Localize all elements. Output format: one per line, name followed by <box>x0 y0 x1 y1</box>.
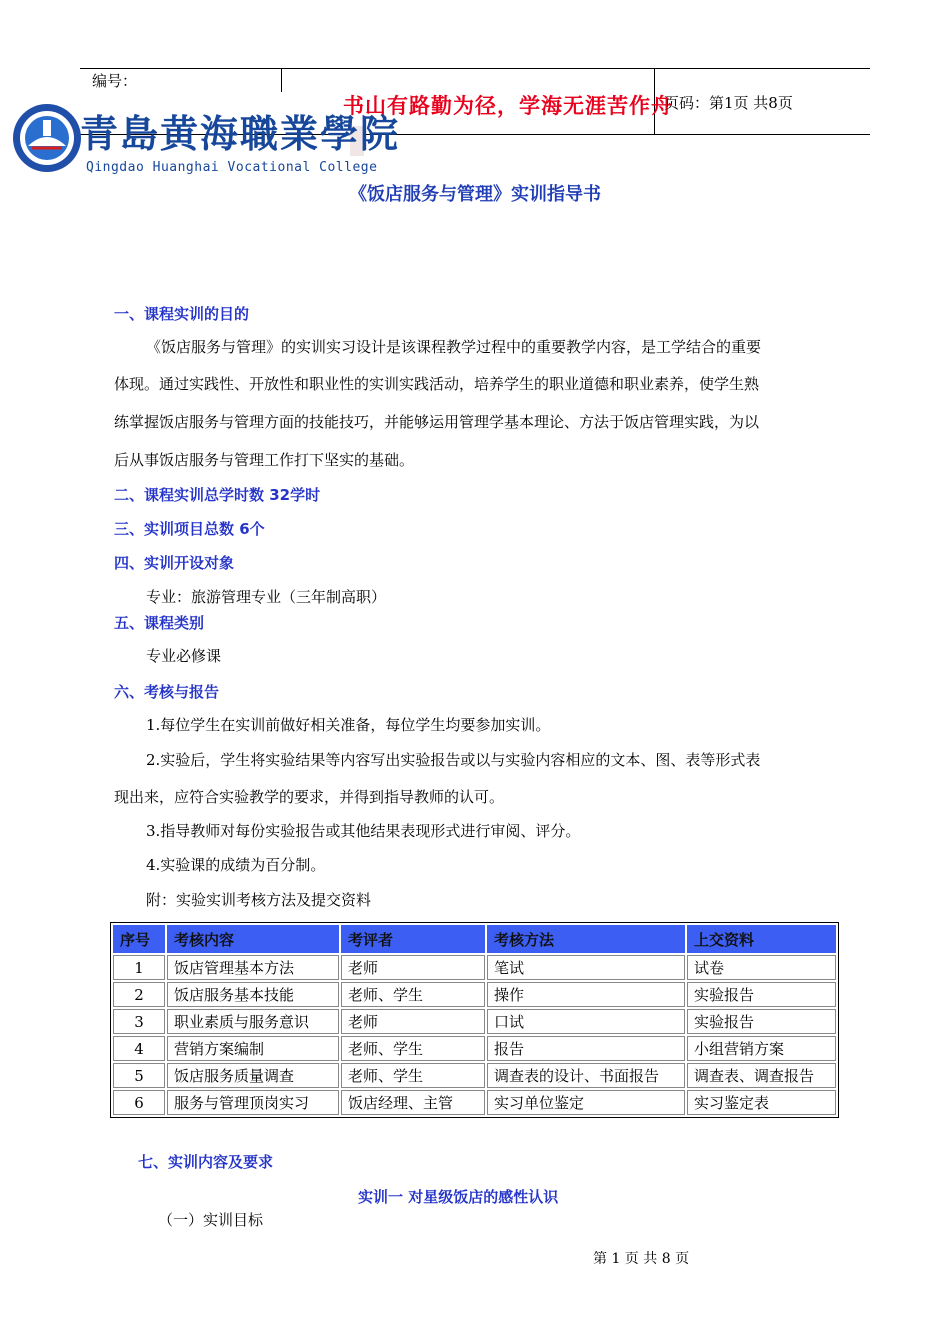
section-6-item-2-cont: 现出来，应符合实验教学的要求，并得到指导教师的认可。 <box>114 788 505 806</box>
document-number-label: 编号： <box>92 72 138 90</box>
table-row <box>113 982 836 1007</box>
cell-content: 服务与管理顶岗实习 <box>167 1090 339 1115</box>
college-emblem-icon <box>13 104 81 172</box>
cell-index: 6 <box>113 1090 165 1115</box>
cell-submission: 试卷 <box>687 955 836 980</box>
header-divider-left <box>281 68 282 92</box>
header-motto: 书山有路勤为径，学海无涯苦作舟 <box>343 93 673 118</box>
table-row <box>113 955 836 980</box>
section-4-heading: 四、实训开设对象 <box>114 554 235 572</box>
cell-index: 2 <box>113 982 165 1007</box>
cell-submission: 实验报告 <box>687 982 836 1007</box>
cell-method: 调查表的设计、书面报告 <box>487 1063 685 1088</box>
header-page-info: 页码：第1页 共8页 <box>664 94 793 112</box>
cell-evaluator: 老师 <box>341 1009 485 1034</box>
training-1-title: 实训一 对星级饭店的感性认识 <box>358 1188 559 1206</box>
section-1-line-1: 《饭店服务与管理》的实训实习设计是该课程教学过程中的重要教学内容，是工学结合的重要 <box>146 338 762 356</box>
cell-submission: 调查表、调查报告 <box>687 1063 836 1088</box>
section-6-appendix: 附：实验实训考核方法及提交资料 <box>146 891 372 909</box>
cell-method: 实习单位鉴定 <box>487 1090 685 1115</box>
section-2-heading: 二、课程实训总学时数 32学时 <box>114 486 321 504</box>
section-6-item-3: 3.指导教师对每份实验报告或其他结果表现形式进行审阅、评分。 <box>146 822 581 840</box>
cell-index: 1 <box>113 955 165 980</box>
col-header-index: 序号 <box>113 925 165 953</box>
table-row <box>113 1009 836 1034</box>
cell-index: 3 <box>113 1009 165 1034</box>
section-5-heading: 五、课程类别 <box>114 614 205 632</box>
page-footer: 第 1 页 共 8 页 <box>593 1251 690 1267</box>
section-3-heading: 三、实训项目总数 6个 <box>114 520 265 538</box>
training-1-subheading: （一）实训目标 <box>158 1211 264 1229</box>
cell-evaluator: 饭店经理、主管 <box>341 1090 485 1115</box>
cell-content: 饭店服务基本技能 <box>167 982 339 1007</box>
cell-index: 4 <box>113 1036 165 1061</box>
col-header-submission: 上交资料 <box>687 925 836 953</box>
table-row <box>113 1063 836 1088</box>
section-6-item-1: 1.每位学生在实训前做好相关准备，每位学生均要参加实训。 <box>146 716 551 734</box>
assessment-table <box>110 922 839 1118</box>
college-name-cn: 青島黄海職業學院 <box>80 111 401 156</box>
cell-method: 操作 <box>487 982 685 1007</box>
table-header-row <box>113 925 836 953</box>
cell-evaluator: 老师 <box>341 955 485 980</box>
section-6-item-4: 4.实验课的成绩为百分制。 <box>146 856 326 874</box>
section-5-body: 专业必修课 <box>146 647 222 665</box>
cell-evaluator: 老师、学生 <box>341 1036 485 1061</box>
cell-method: 笔试 <box>487 955 685 980</box>
section-7-heading: 七、实训内容及要求 <box>138 1153 274 1171</box>
cell-content: 饭店服务质量调查 <box>167 1063 339 1088</box>
cell-method: 报告 <box>487 1036 685 1061</box>
table-row <box>113 1036 836 1061</box>
cell-submission: 小组营销方案 <box>687 1036 836 1061</box>
college-name-en: Qingdao Huanghai Vocational College <box>86 160 378 175</box>
cell-evaluator: 老师、学生 <box>341 1063 485 1088</box>
col-header-content: 考核内容 <box>167 925 339 953</box>
section-6-heading: 六、考核与报告 <box>114 683 220 701</box>
cell-evaluator: 老师、学生 <box>341 982 485 1007</box>
header-top-rule <box>80 68 870 69</box>
section-4-body: 专业：旅游管理专业（三年制高职） <box>146 588 387 606</box>
col-header-method: 考核方法 <box>487 925 685 953</box>
section-6-item-2: 2.实验后，学生将实验结果等内容写出实验报告或以与实验内容相应的文本、图、表等形式表 <box>146 751 761 769</box>
cell-content: 营销方案编制 <box>167 1036 339 1061</box>
section-1-line-3: 练掌握饭店服务与管理方面的技能技巧，并能够运用管理学基本理论、方法于饭店管理实践，为以 <box>114 413 760 431</box>
cell-submission: 实习鉴定表 <box>687 1090 836 1115</box>
cell-content: 职业素质与服务意识 <box>167 1009 339 1034</box>
document-title: 《饭店服务与管理》实训指导书 <box>349 184 601 205</box>
cell-method: 口试 <box>487 1009 685 1034</box>
col-header-evaluator: 考评者 <box>341 925 485 953</box>
section-1-line-2: 体现。通过实践性、开放性和职业性的实训实践活动，培养学生的职业道德和职业素养，使学生熟 <box>114 375 760 393</box>
cell-content: 饭店管理基本方法 <box>167 955 339 980</box>
cell-index: 5 <box>113 1063 165 1088</box>
table-row <box>113 1090 836 1115</box>
section-1-heading: 一、课程实训的目的 <box>114 305 250 323</box>
section-1-line-4: 后从事饭店服务与管理工作打下坚实的基础。 <box>114 451 415 469</box>
cell-submission: 实验报告 <box>687 1009 836 1034</box>
